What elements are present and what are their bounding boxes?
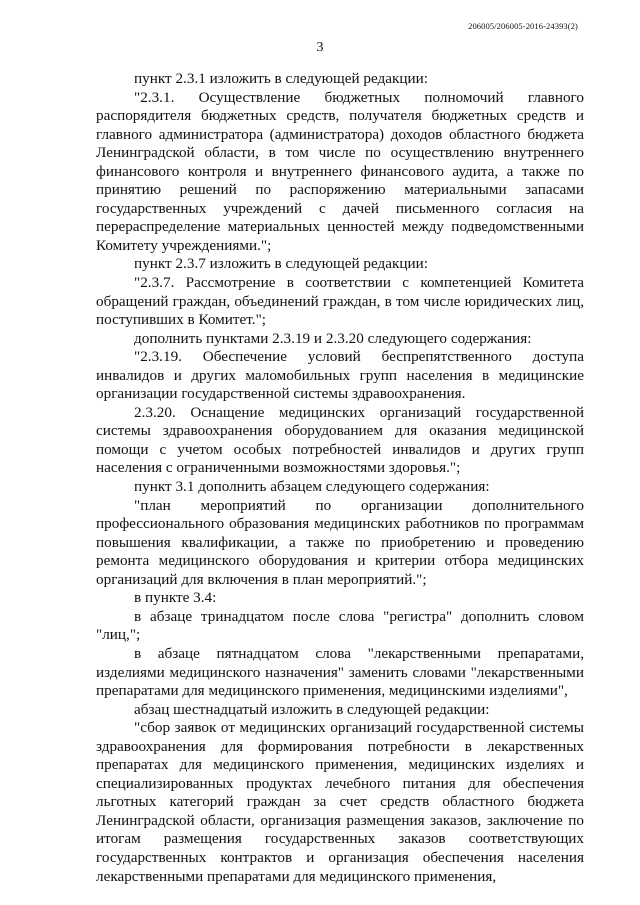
paragraph: дополнить пунктами 2.3.19 и 2.3.20 следующего содержания: [134, 329, 532, 347]
paragraph: "2.3.1. Осуществление бюджетных полномочий главного распорядителя бюджетных средств, получателя бюджетных средств и главного администратора (администратора) доходов областного бюджета Ленинградской области, в том числе по осуществлению внутреннего финансового контроля и внутреннего финансового аудита, а также по принятию решений по распоряжению материальными запасами государственных учреждений с дачей письменного согласия на перераспределение материальных ценностей между подведомственными Комитету учреждениями."; [96, 88, 584, 254]
paragraph: в абзаце пятнадцатом слова "лекарственными препаратами, изделиями медицинского назначения" заменить словами "лекарственными препаратами для медицинского применения, медицинскими изделиями", [96, 644, 584, 700]
paragraph: пункт 3.1 дополнить абзацем следующего содержания: [134, 478, 490, 496]
paragraph: в пункте 3.4: [134, 589, 217, 607]
paragraph: абзац шестнадцатый изложить в следующей редакции: [134, 700, 490, 718]
paragraph: "сбор заявок от медицинских организаций государственной системы здравоохранения для формирования потребности в лекарственных препаратах для медицинского применения, медицинских изделиях и специализированных продуктах лечебного питания для обеспечения льготных категорий граждан за счет средств областного бюджета Ленинградской области, организация размещения заказов, заключение по итогам размещения государственных заказов соответствующих государственных контрактов и организация обеспечения населения лекарственными препаратами для медицинского применения, [96, 719, 584, 885]
paragraph: в абзаце тринадцатом после слова "регистра" дополнить словом "лиц,"; [96, 607, 584, 644]
paragraph: пункт 2.3.7 изложить в следующей редакции: [134, 255, 428, 273]
paragraph: 2.3.20. Оснащение медицинских организаций государственной системы здравоохранения оборудованием для оказания медицинской помощи с учетом особых потребностей инвалидов и других групп населения с ограниченными возможностями здоровья."; [96, 403, 584, 477]
paragraph: "2.3.7. Рассмотрение в соответствии с компетенцией Комитета обращений граждан, объединений граждан, в том числе юридических лиц, поступивших в Комитет."; [96, 274, 584, 329]
paragraph: "2.3.19. Обеспечение условий беспрепятственного доступа инвалидов и других маломобильных групп населения в медицинские организации государственной системы здравоохранения. [96, 348, 584, 403]
paragraph: "план мероприятий по организации дополнительного профессионального образования медицинских работников по программам повышения квалификации, а также по приобретению и проведению ремонта медицинского оборудования и критерии отбора медицинских организаций для включения в план мероприятий."; [96, 496, 584, 588]
document-body [96, 70, 584, 886]
paragraph: пункт 2.3.1 изложить в следующей редакции: [134, 70, 428, 87]
page-number: 3 [316, 40, 324, 55]
document-number: 206005/206005-2016-24393(2) [468, 21, 578, 31]
